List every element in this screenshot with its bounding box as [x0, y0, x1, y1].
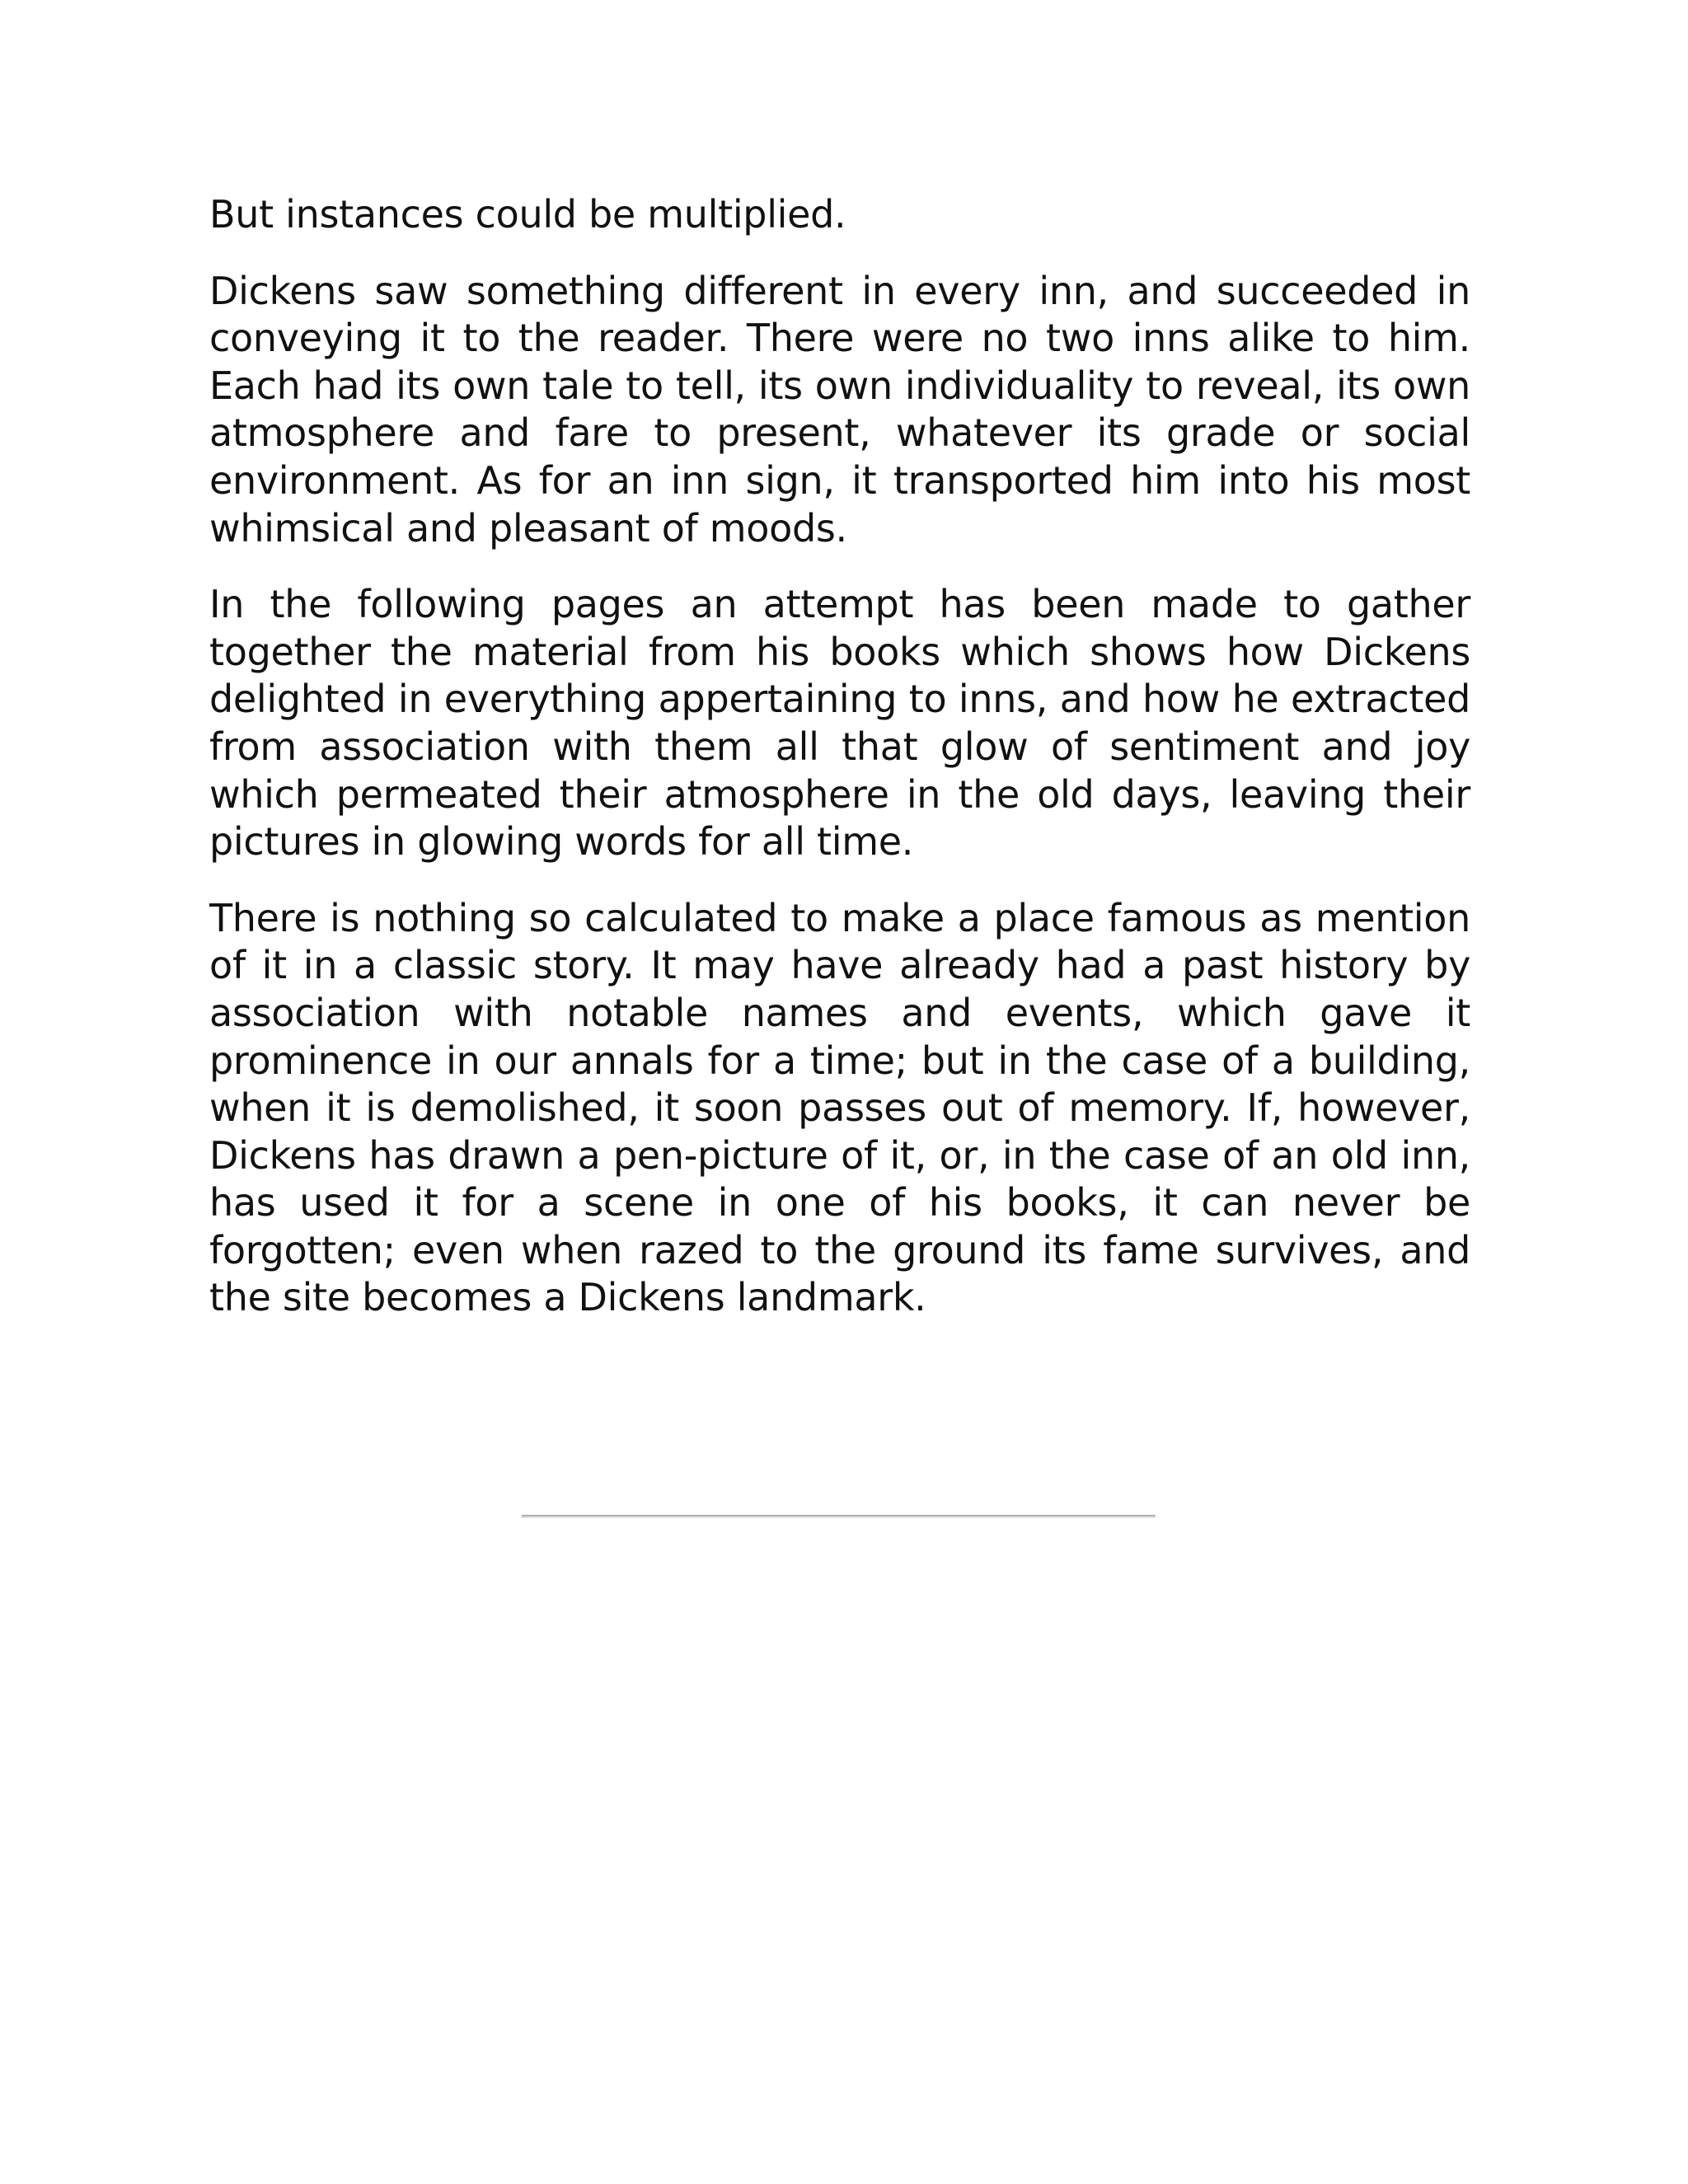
paragraph-4: There is nothing so calculated to make a place famous as mention of it in a classic story. It may have already had a past history by association with notable names and events, which gave it prominence in our annals for a time; but in the case of a building, when it is demolished, it soon passes out of memory. If, however, Dickens has drawn a pen-picture of it, or, in the case of an old inn, has used it for a scene in one of his books, it can never be forgotten; even when razed to the ground its fame survives, and the site becomes a Dickens landmark.	[209, 895, 1470, 1320]
horizontal-divider	[522, 1515, 1156, 1518]
body-text	[209, 191, 1470, 1351]
paragraph-2: Dickens saw something different in every inn, and succeeded in conveying it to the reader. There were no two inns alike to him. Each had its own tale to tell, its own individuality to reveal, its own atmosphere and fare to present, whatever its grade or social environment. As for an inn sign, it transported him into his most whimsical and pleasant of moods.	[209, 268, 1470, 551]
paragraph-1: But instances could be multiplied.	[209, 192, 846, 237]
paragraph-3: In the following pages an attempt has been made to gather together the material from his books which shows how Dickens delighted in everything appertaining to inns, and how he extracted from association with them all that glow of sentiment and joy which permeated their atmosphere in the old days, leaving their pictures in glowing words for all time.	[209, 582, 1470, 865]
